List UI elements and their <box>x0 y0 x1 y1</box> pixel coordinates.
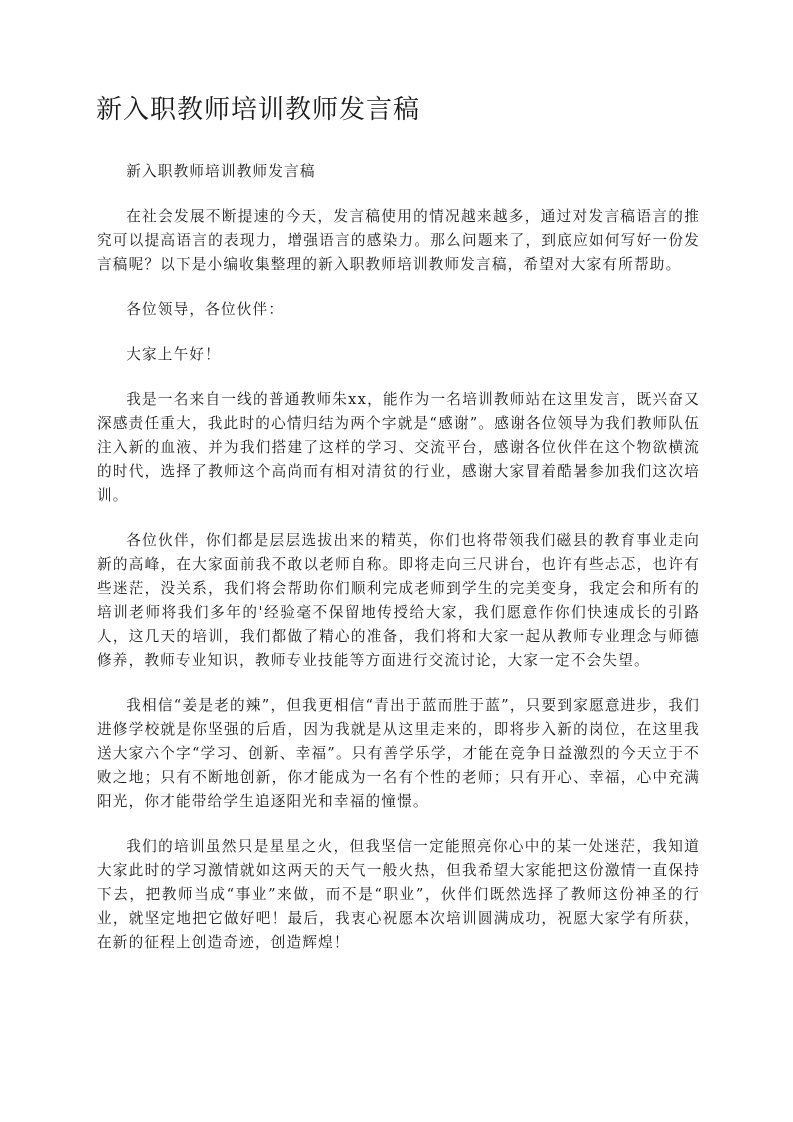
intro-paragraph: 在社会发展不断提速的今天，发言稿使用的情况越来越多，通过对发言稿语言的推究可以提高语言的表现力，增强语言的感染力。那么问题来了，到底应如何写好一份发言稿呢？以下是小编收集整理的新入职教师培训教师发言稿，希望对大家有所帮助。 <box>97 208 700 273</box>
closing-paragraph: 我们的培训虽然只是星星之火，但我坚信一定能照亮你心中的某一处迷茫，我知道大家此时的学习激情就如这两天的天气一般火热，但我希望大家能把这份激情一直保持下去，把教师当成“事业”来做，而不是“职业”，伙伴们既然选择了教师这份神圣的行业，就坚定地把它做好吧！最后，我衷心祝愿本次培训圆满成功，祝愿大家学有所获，在新的征程上创造奇迹，创造辉煌！ <box>97 838 700 951</box>
body-paragraph: 我是一名来自一线的普通教师朱xx，能作为一名培训教师站在这里发言，既兴奋又深感责任重大，我此时的心情归结为两个字就是“感谢”。感谢各位领导为我们教师队伍注入新的血液、并为我们搭建了这样的学习、交流平台，感谢各位伙伴在这个物欲横流的时代，选择了教师这个高尚而有相对清贫的行业，感谢大家冒着酷暑参加我们这次培训。 <box>97 391 700 504</box>
body-paragraph: 各位伙伴，你们都是层层选拔出来的精英，你们也将带领我们磁县的教育事业走向新的高峰，在大家面前我不敢以老师自称。即将走向三尺讲台，也许有些忐忑，也许有些迷茫，没关系，我们将会帮助你们顺利完成老师到学生的完美变身，我定会和所有的培训老师将我们多年的'经验毫不保留地传授给大家，我们愿意作你们快速成长的引路人，这几天的培训，我们都做了精心的准备，我们将和大家一起从教师专业理念与师德修养，教师专业知识，教师专业技能等方面进行交流讨论，大家一定不会失望。 <box>97 532 700 669</box>
greeting-paragraph: 大家上午好！ <box>126 346 221 363</box>
salutation-paragraph: 各位领导，各位伙伴： <box>126 301 285 318</box>
document-body <box>97 160 700 976</box>
body-paragraph: 我相信“姜是老的辣”，但我更相信“青出于蓝而胜于蓝”，只要到家愿意进步，我们进修学校就是你坚强的后盾，因为我就是从这里走来的，即将步入新的岗位，在这里我送大家六个字“学习、创新、幸福”。只有善学乐学，才能在竞争日益激烈的今天立于不败之地；只有不断地创新，你才能成为一名有个性的老师；只有开心、幸福，心中充满阳光，你才能带给学生追逐阳光和幸福的憧憬。 <box>97 697 700 810</box>
document-title: 新入职教师培训教师发言稿 <box>96 95 421 125</box>
subtitle-paragraph: 新入职教师培训教师发言稿 <box>126 163 316 180</box>
